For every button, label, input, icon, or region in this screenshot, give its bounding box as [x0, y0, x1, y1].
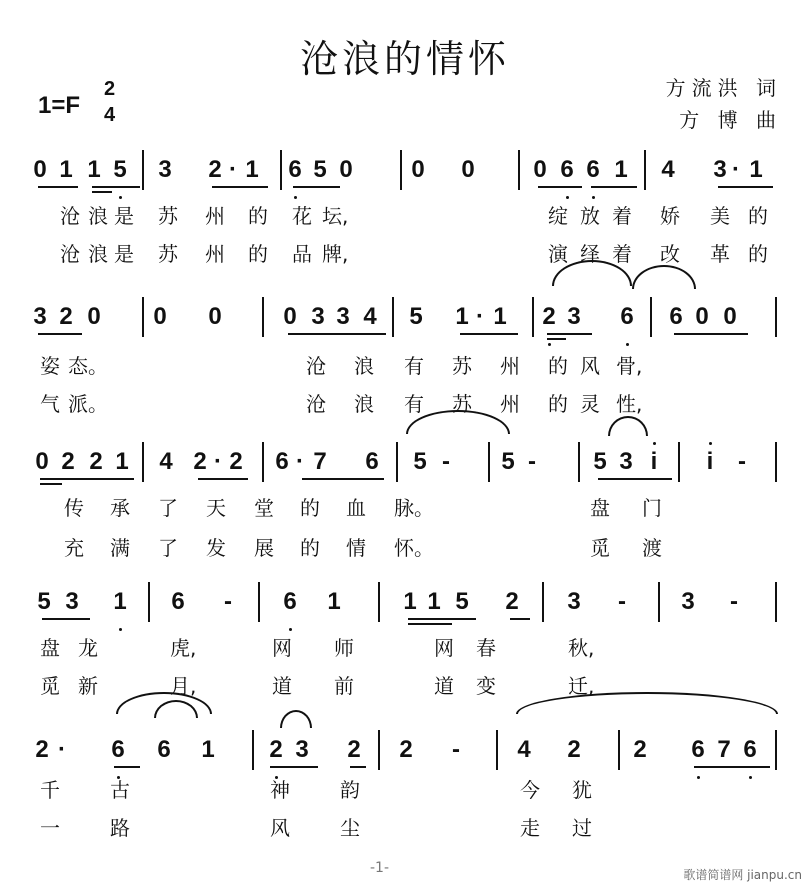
lyric-syllable: 承 [110, 496, 130, 520]
lyric-syllable: 网 [434, 636, 454, 660]
lyric-syllable: 派。 [68, 392, 108, 416]
slur-arc [608, 416, 648, 436]
note: 2 [89, 448, 103, 475]
lyric-syllable: 性, [616, 392, 643, 416]
lyric-syllable: 的 [748, 204, 768, 228]
note: 1 [614, 156, 628, 183]
note: 6 [743, 736, 757, 763]
lyric-syllable: 沧 [306, 392, 326, 416]
lyric-syllable: 苏 [452, 354, 472, 378]
beam-line [674, 333, 748, 335]
beam-line [288, 333, 386, 335]
note: · [58, 736, 66, 763]
lyric-syllable: 浪 [354, 354, 374, 378]
note: 5 [113, 156, 127, 183]
note: 0 [33, 156, 47, 183]
beam-line [212, 186, 268, 188]
note: 3 [65, 588, 79, 615]
note: 1 [327, 588, 341, 615]
lyric-syllable: 觅 [40, 674, 60, 698]
lyric-syllable: 着 [612, 204, 632, 228]
note: 1 [749, 156, 763, 183]
note: 2 [61, 448, 75, 475]
lyric-syllable: 盘 [590, 496, 610, 520]
staff-row [0, 148, 810, 208]
note: 0 [461, 156, 475, 183]
octave-low-dot [566, 196, 569, 199]
note: 3 [33, 303, 47, 330]
octave-low-dot [289, 628, 292, 631]
bar-line [678, 442, 680, 482]
time-signature [104, 76, 115, 128]
note: 6 [365, 448, 379, 475]
note: 1 [201, 736, 215, 763]
staff-row [0, 580, 810, 640]
lyric-syllable: 天 [206, 496, 226, 520]
lyric-syllable: 灵 [580, 392, 600, 416]
lyric-syllable: 道 [434, 674, 454, 698]
lyric-syllable: 月, [170, 674, 197, 698]
beam-line [38, 333, 82, 335]
note: · [476, 303, 484, 330]
beam-line [302, 478, 384, 480]
lyric-syllable: 迁, [568, 674, 595, 698]
bar-line [280, 150, 282, 190]
bar-line [142, 150, 144, 190]
lyric-syllable: 堂 [254, 496, 274, 520]
lyric-syllable: 绎 [580, 242, 600, 266]
beam-line [42, 618, 90, 620]
note: 2 [505, 588, 519, 615]
lyric-line-1 [0, 774, 810, 802]
lyric-syllable: 师 [334, 636, 354, 660]
lyric-syllable: 浪 [354, 392, 374, 416]
lyric-syllable: 州 [500, 392, 520, 416]
note: 6 [620, 303, 634, 330]
lyric-syllable: 脉。 [394, 496, 434, 520]
lyric-syllable: 演 [548, 242, 568, 266]
bar-line [775, 582, 777, 622]
bar-line [148, 582, 150, 622]
lyric-syllable: 是 [114, 242, 134, 266]
lyric-syllable: 放 [580, 204, 600, 228]
note: 3 [619, 448, 633, 475]
lyric-syllable: 秋, [568, 636, 595, 660]
note: 6 [283, 588, 297, 615]
lyric-syllable: 品 [292, 242, 312, 266]
beam-line [198, 478, 248, 480]
note: - [224, 588, 232, 615]
note: 0 [153, 303, 167, 330]
note: 2 [35, 736, 49, 763]
bar-line [262, 442, 264, 482]
lyric-syllable: 道 [272, 674, 292, 698]
double-beam-line [40, 483, 62, 485]
note: · [229, 156, 237, 183]
lyric-syllable: 盘 [40, 636, 60, 660]
lyric-syllable: 过 [572, 816, 592, 840]
lyric-line-1 [0, 350, 810, 378]
bar-line [496, 730, 498, 770]
bar-line [532, 297, 534, 337]
note: 5 [455, 588, 469, 615]
lyric-syllable: 的 [300, 496, 320, 520]
bar-line [400, 150, 402, 190]
lyric-syllable: 神 [270, 778, 290, 802]
note: 3 [681, 588, 695, 615]
lyric-line-1 [0, 632, 810, 660]
lyric-syllable: 浪 [88, 242, 108, 266]
lyric-syllable: 发 [206, 536, 226, 560]
note: 2 [542, 303, 556, 330]
lyric-syllable: 沧 [306, 354, 326, 378]
lyric-syllable: 有 [404, 392, 424, 416]
bar-line [396, 442, 398, 482]
time-signature-top: 2 [104, 78, 116, 100]
note: 1 [59, 156, 73, 183]
lyric-syllable: 了 [158, 536, 178, 560]
octave-low-dot [592, 196, 595, 199]
note: 3 [311, 303, 325, 330]
lyric-syllable: 牌, [322, 242, 349, 266]
lyric-syllable: 新 [78, 674, 98, 698]
note: 6 [560, 156, 574, 183]
beam-line [718, 186, 773, 188]
lyric-syllable: 路 [110, 816, 130, 840]
bar-line [578, 442, 580, 482]
beam-line [350, 766, 366, 768]
note: - [618, 588, 626, 615]
double-beam-line [547, 338, 566, 340]
note: i [650, 448, 658, 475]
lyric-syllable: 情 [346, 536, 366, 560]
lyric-syllable: 血 [346, 496, 366, 520]
lyric-syllable: 网 [272, 636, 292, 660]
lyric-syllable: 沧 [60, 204, 80, 228]
lyric-syllable: 门 [642, 496, 662, 520]
bar-line [650, 297, 652, 337]
lyric-syllable: 虎, [170, 636, 197, 660]
lyric-syllable: 尘 [340, 816, 360, 840]
lyric-syllable: 绽 [548, 204, 568, 228]
bar-line [378, 582, 380, 622]
lyric-syllable: 春 [476, 636, 496, 660]
note: 1 [455, 303, 469, 330]
note: - [528, 448, 536, 475]
lyric-syllable: 姿 [40, 354, 60, 378]
lyric-syllable: 娇 [660, 204, 680, 228]
lyric-line-1 [0, 492, 810, 520]
lyric-syllable: 苏 [452, 392, 472, 416]
note: 2 [347, 736, 361, 763]
lyric-syllable: 风 [580, 354, 600, 378]
octave-low-dot [119, 196, 122, 199]
lyric-syllable: 风 [270, 816, 290, 840]
bar-line [142, 297, 144, 337]
lyric-syllable: 改 [660, 242, 680, 266]
lyric-line-2 [0, 812, 810, 840]
note: 2 [208, 156, 222, 183]
beam-line [591, 186, 637, 188]
bar-line [618, 730, 620, 770]
note: 0 [411, 156, 425, 183]
note: 6 [288, 156, 302, 183]
note: 5 [313, 156, 327, 183]
lyric-syllable: 古 [110, 778, 130, 802]
beam-line [40, 478, 134, 480]
lyric-syllable: 龙 [78, 636, 98, 660]
note: 6 [171, 588, 185, 615]
lyric-syllable: 气 [40, 392, 60, 416]
staff-row [0, 440, 810, 500]
note: · [732, 156, 740, 183]
slur-arc [632, 265, 696, 289]
composer-credit: 方 博 曲 [679, 108, 782, 132]
note: 6 [157, 736, 171, 763]
lyric-syllable: 韵 [340, 778, 360, 802]
note: 3 [567, 303, 581, 330]
lyric-syllable: 态。 [68, 354, 108, 378]
lyric-syllable: 前 [334, 674, 354, 698]
beam-line [38, 186, 78, 188]
lyric-syllable: 美 [710, 204, 730, 228]
note: 3 [567, 588, 581, 615]
bar-line [258, 582, 260, 622]
note: 2 [269, 736, 283, 763]
bar-line [518, 150, 520, 190]
note: 3 [713, 156, 727, 183]
note: 3 [158, 156, 172, 183]
beam-line [293, 186, 340, 188]
note: 1 [87, 156, 101, 183]
note: 7 [313, 448, 327, 475]
note: 3 [295, 736, 309, 763]
beam-line [92, 186, 140, 188]
bar-line [658, 582, 660, 622]
note: 0 [723, 303, 737, 330]
lyric-syllable: 千 [40, 778, 60, 802]
octave-low-dot [294, 196, 297, 199]
lyric-syllable: 的 [300, 536, 320, 560]
lyric-syllable: 革 [710, 242, 730, 266]
note: 5 [593, 448, 607, 475]
lyric-syllable: 了 [158, 496, 178, 520]
note: 1 [113, 588, 127, 615]
watermark: 歌谱简谱网 jianpu.cn [683, 868, 802, 882]
beam-line [547, 333, 592, 335]
beam-line [270, 766, 318, 768]
note: 2 [229, 448, 243, 475]
bar-line [775, 730, 777, 770]
lyric-syllable: 充 [64, 536, 84, 560]
note: 1 [427, 588, 441, 615]
note: 2 [567, 736, 581, 763]
note: 6 [669, 303, 683, 330]
note: · [214, 448, 222, 475]
lyric-syllable: 着 [612, 242, 632, 266]
note: 1 [115, 448, 129, 475]
note: 2 [193, 448, 207, 475]
note: 2 [59, 303, 73, 330]
note: 4 [159, 448, 173, 475]
lyric-line-1 [0, 200, 810, 228]
beam-line [460, 333, 518, 335]
staff-row [0, 295, 810, 355]
lyric-syllable: 的 [248, 242, 268, 266]
note: 6 [691, 736, 705, 763]
note: 2 [633, 736, 647, 763]
note: 0 [208, 303, 222, 330]
note: · [296, 448, 304, 475]
time-signature-bottom: 4 [104, 104, 116, 126]
lyric-syllable: 今 [520, 778, 540, 802]
lyric-syllable: 变 [476, 674, 496, 698]
beam-line [538, 186, 582, 188]
lyric-syllable: 苏 [158, 204, 178, 228]
note: 4 [363, 303, 377, 330]
double-beam-line [408, 623, 452, 625]
lyric-syllable: 一 [40, 816, 60, 840]
note: 1 [245, 156, 259, 183]
note: 6 [275, 448, 289, 475]
note: - [442, 448, 450, 475]
octave-low-dot [626, 343, 629, 346]
lyric-line-2 [0, 388, 810, 416]
lyric-syllable: 州 [205, 204, 225, 228]
octave-high-dot [709, 442, 712, 445]
lyric-syllable: 的 [748, 242, 768, 266]
bar-line [542, 582, 544, 622]
lyric-syllable: 传 [64, 496, 84, 520]
bar-line [378, 730, 380, 770]
lyric-syllable: 犹 [572, 778, 592, 802]
bar-line [488, 442, 490, 482]
note: 5 [501, 448, 515, 475]
lyric-syllable: 的 [548, 354, 568, 378]
note: 0 [35, 448, 49, 475]
lyric-syllable: 展 [254, 536, 274, 560]
beam-line [408, 618, 476, 620]
note: 7 [717, 736, 731, 763]
bar-line [644, 150, 646, 190]
lyric-syllable: 觅 [590, 536, 610, 560]
note: 3 [336, 303, 350, 330]
note: i [706, 448, 714, 475]
note: - [738, 448, 746, 475]
bar-line [252, 730, 254, 770]
lyric-syllable: 是 [114, 204, 134, 228]
note: 0 [87, 303, 101, 330]
page-number: -1- [370, 860, 390, 876]
bar-line [392, 297, 394, 337]
bar-line [775, 297, 777, 337]
beam-line [598, 478, 672, 480]
lyric-syllable: 骨, [616, 354, 643, 378]
note: 1 [403, 588, 417, 615]
note: 5 [413, 448, 427, 475]
beam-line [510, 618, 530, 620]
lyric-syllable: 州 [500, 354, 520, 378]
octave-low-dot [119, 628, 122, 631]
lyric-syllable: 坛, [322, 204, 349, 228]
lyric-syllable: 的 [248, 204, 268, 228]
bar-line [262, 297, 264, 337]
lyric-line-2 [0, 238, 810, 266]
bar-line [142, 442, 144, 482]
note: 1 [493, 303, 507, 330]
note: 6 [111, 736, 125, 763]
note: 0 [283, 303, 297, 330]
note: - [730, 588, 738, 615]
lyric-syllable: 满 [110, 536, 130, 560]
double-beam-line [92, 191, 112, 193]
lyric-syllable: 有 [404, 354, 424, 378]
note: 4 [517, 736, 531, 763]
beam-line [114, 766, 140, 768]
lyric-syllable: 浪 [88, 204, 108, 228]
lyricist-credit: 方流洪 词 [665, 76, 782, 100]
lyric-line-2 [0, 532, 810, 560]
octave-low-dot [548, 343, 551, 346]
note: 0 [339, 156, 353, 183]
lyric-syllable: 的 [548, 392, 568, 416]
slur-arc [280, 710, 312, 728]
note: 0 [533, 156, 547, 183]
lyric-syllable: 苏 [158, 242, 178, 266]
song-title: 沧浪的情怀 [299, 37, 510, 81]
lyric-syllable: 花 [292, 204, 312, 228]
lyric-syllable: 渡 [642, 536, 662, 560]
octave-high-dot [653, 442, 656, 445]
note: 0 [695, 303, 709, 330]
note: 5 [37, 588, 51, 615]
lyric-syllable: 怀。 [394, 536, 434, 560]
bar-line [775, 442, 777, 482]
lyric-syllable: 州 [205, 242, 225, 266]
note: 2 [399, 736, 413, 763]
lyric-syllable: 走 [520, 816, 540, 840]
note: - [452, 736, 460, 763]
lyric-syllable: 沧 [60, 242, 80, 266]
key-signature: 1=F [38, 92, 81, 119]
note: 4 [661, 156, 675, 183]
beam-line [694, 766, 770, 768]
note: 6 [586, 156, 600, 183]
note: 5 [409, 303, 423, 330]
